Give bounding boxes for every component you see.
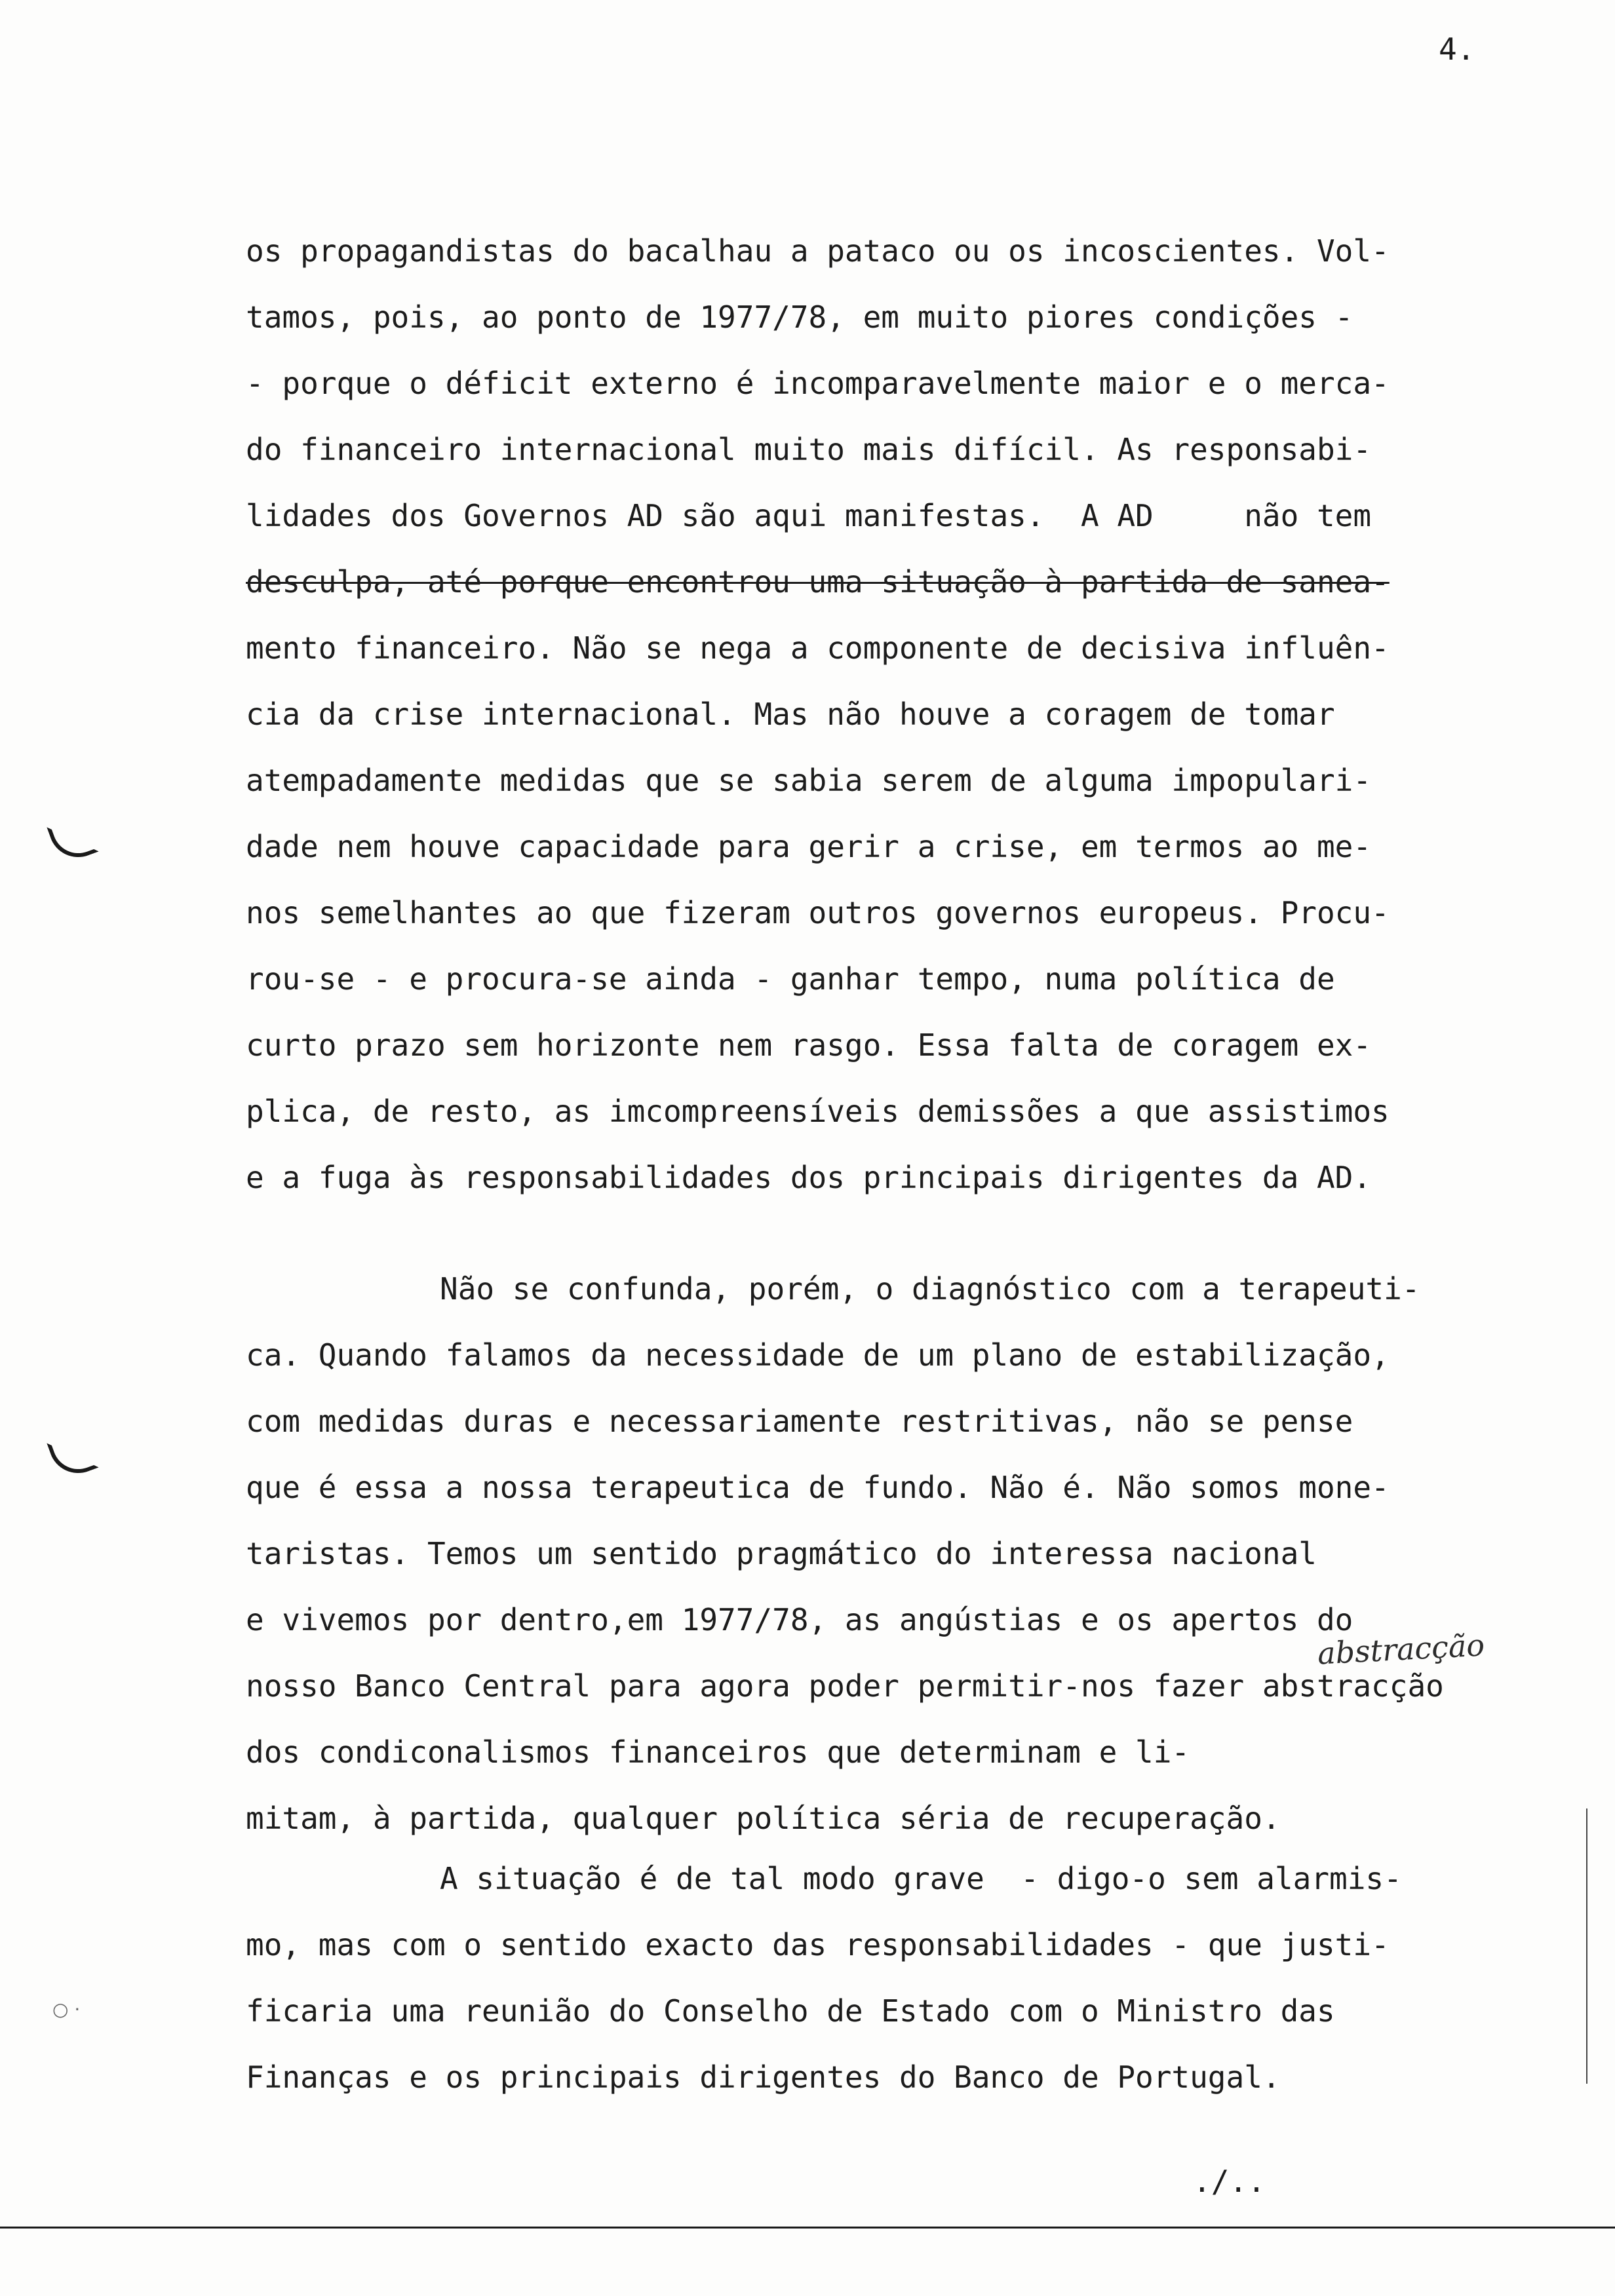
text-line: e a fuga às responsabilidades dos principais dirigentes da AD. xyxy=(246,1160,1372,1195)
text-line: com medidas duras e necessariamente restritivas, não se pense xyxy=(246,1404,1353,1439)
scan-edge-line xyxy=(1586,1808,1587,2084)
text-line: os propagandistas do bacalhau a pataco ou os incoscientes. Vol- xyxy=(246,233,1390,269)
page-number: 4. xyxy=(1439,31,1475,67)
text-line: ca. Quando falamos da necessidade de um plano de estabilização, xyxy=(246,1337,1390,1373)
text-line: do financeiro internacional muito mais difícil. As responsabi- xyxy=(246,432,1372,467)
text-line: dade nem houve capacidade para gerir a crise, em termos ao me- xyxy=(246,829,1372,864)
text-line: mitam, à partida, qualquer política séria de recuperação. xyxy=(246,1801,1281,1836)
paragraph-2 xyxy=(246,1256,1530,1852)
text-line xyxy=(246,549,1530,615)
text-line: mo, mas com o sentido exacto das responsabilidades - que justi- xyxy=(246,1927,1390,1962)
text-line: Não se confunda, porém, o diagnóstico com a terapeuti- xyxy=(440,1271,1420,1307)
paragraph-3 xyxy=(246,1846,1530,2111)
text-line: dos condiconalismos financeiros que determinam e li- xyxy=(246,1734,1190,1770)
text-line: nos semelhantes ao que fizeram outros governos europeus. Procu- xyxy=(246,895,1390,930)
text-line: plica, de resto, as imcompreensíveis demissões a que assistimos xyxy=(246,1094,1390,1129)
text-line: nosso Banco Central para agora poder permitir-nos fazer abstracção xyxy=(246,1668,1444,1704)
bottom-rule xyxy=(0,2227,1615,2229)
text-line: A situação é de tal modo grave - digo-o sem alarmis- xyxy=(440,1861,1402,1896)
text-line: rou-se - e procura-se ainda - ganhar tempo, numa política de xyxy=(246,961,1335,997)
handwritten-correction: abstracção xyxy=(1316,1627,1486,1672)
scan-speck: ○ · xyxy=(52,1999,81,2020)
text-line: que é essa a nossa terapeutica de fundo. Não é. Não somos mone- xyxy=(246,1470,1390,1505)
margin-mark-bottom xyxy=(47,1429,98,1481)
text-line: tamos, pois, ao ponto de 1977/78, em muito piores condições - xyxy=(246,299,1353,335)
text-line: lidades dos Governos AD são aqui manifestas. A AD não tem xyxy=(246,498,1372,533)
margin-mark-top xyxy=(47,813,98,865)
paragraph-1 xyxy=(246,218,1530,1211)
text-line: mento financeiro. Não se nega a componente de decisiva influên- xyxy=(246,630,1390,666)
continuation-mark: ./.. xyxy=(1193,2164,1266,2199)
text-line: cia da crise internacional. Mas não houve a coragem de tomar xyxy=(246,697,1335,732)
struck-text: desculpa, até porque encontrou uma situação à partida de sanea- xyxy=(246,564,1390,600)
text-line: - porque o déficit externo é incomparavelmente maior e o merca- xyxy=(246,366,1390,401)
text-line: ficaria uma reunião do Conselho de Estado com o Ministro das xyxy=(246,1993,1335,2029)
text-line: atempadamente medidas que se sabia serem de alguma impopulari- xyxy=(246,763,1372,798)
text-line: e vivemos por dentro,em 1977/78, as angústias e os apertos do xyxy=(246,1602,1353,1637)
text-line: Finanças e os principais dirigentes do Banco de Portugal. xyxy=(246,2059,1281,2095)
text-line: taristas. Temos um sentido pragmático do interessa nacional xyxy=(246,1536,1317,1571)
text-line: curto prazo sem horizonte nem rasgo. Essa falta de coragem ex- xyxy=(246,1027,1372,1063)
